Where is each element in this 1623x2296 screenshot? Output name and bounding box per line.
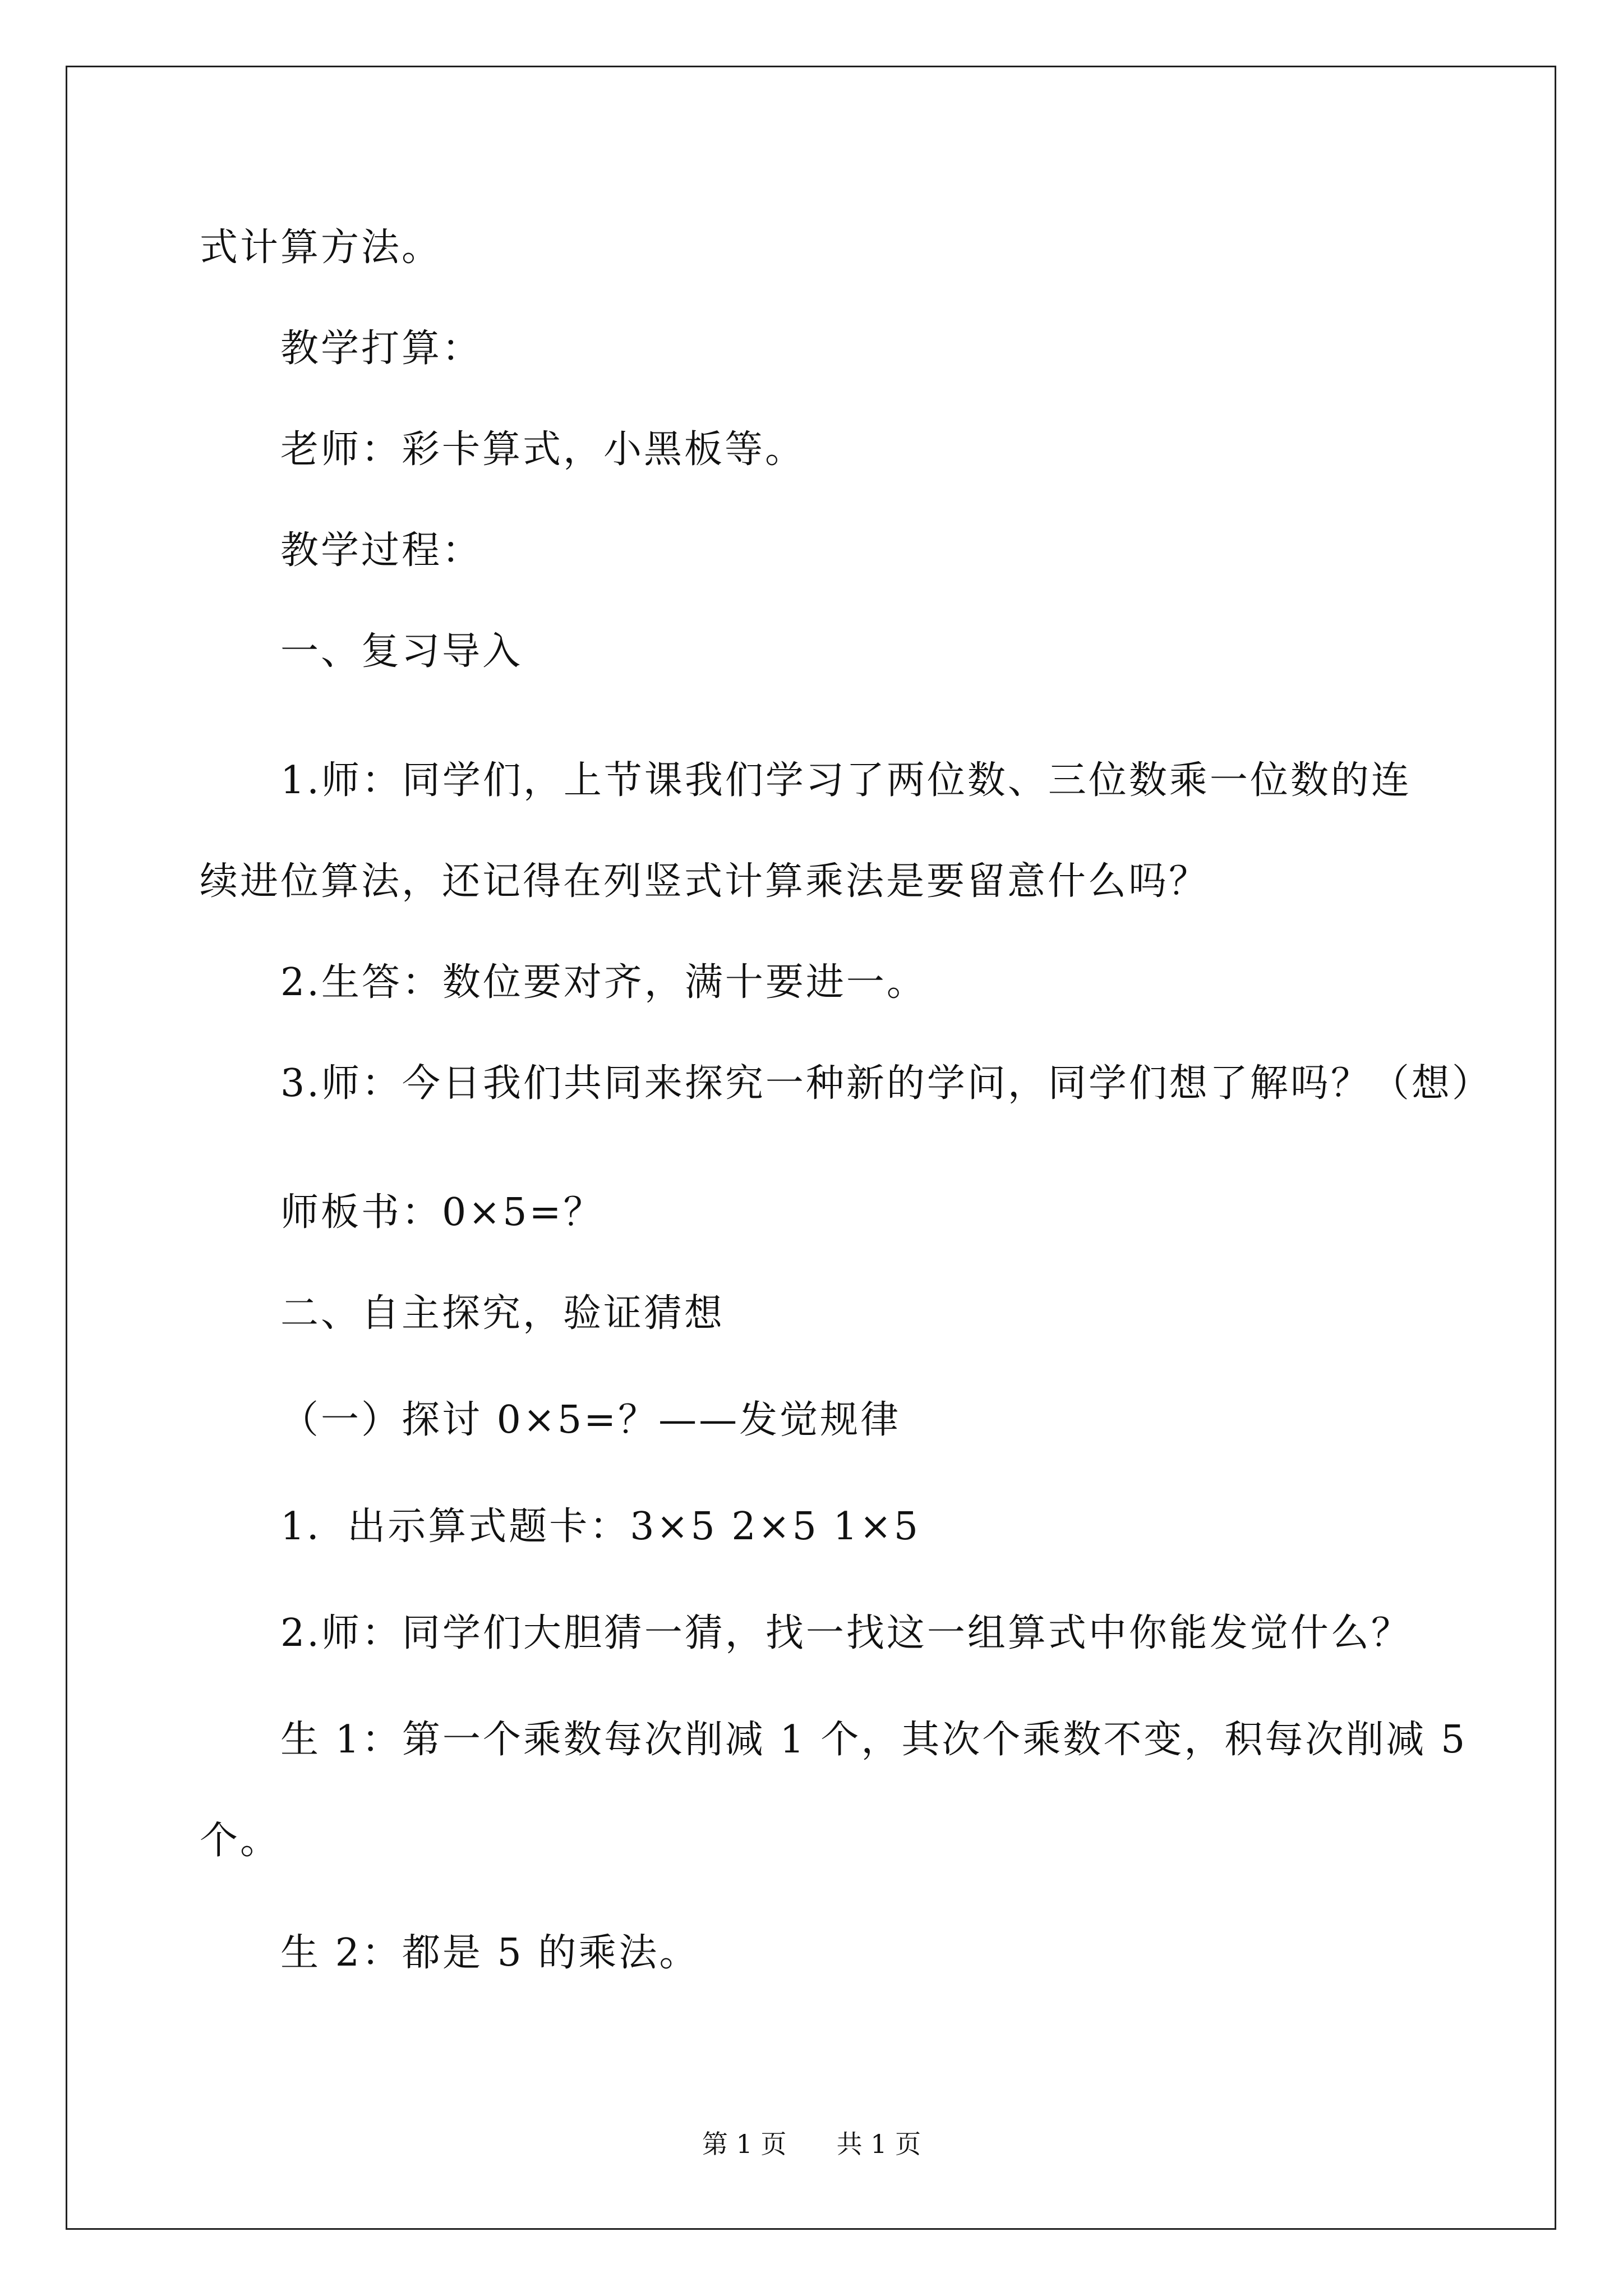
section-heading: 二、自主探究，验证猜想: [280, 1291, 725, 1336]
text-line: 师板书：0×5=？: [280, 1190, 604, 1235]
subsection-heading: （一）探讨 0×5=？——发觉规律: [280, 1398, 901, 1442]
section-heading: 一、复习导入: [280, 629, 523, 674]
text-line: 3.师：今日我们共同来探究一种新的学问，同学们想了解吗？（想）: [280, 1061, 1492, 1106]
text-line: 1．出示算式题卡：3×5 2×5 1×5: [280, 1504, 921, 1549]
text-line: 续进位算法，还记得在列竖式计算乘法是要留意什么吗？: [200, 859, 1210, 904]
text-line: 生 1：第一个乘数每次削减 1 个，其次个乘数不变，积每次削减 5: [280, 1718, 1468, 1762]
page-footer: [0, 2127, 1623, 2161]
text-line: 2.生答：数位要对齐，满十要进一。: [280, 960, 927, 1005]
text-line: 2.师：同学们大胆猜一猜，找一找这一组算式中你能发觉什么？: [280, 1611, 1412, 1655]
text-line: 1.师：同学们，上节课我们学习了两位数、三位数乘一位数的连: [280, 758, 1412, 803]
text-line: 老师：彩卡算式，小黑板等。: [280, 427, 806, 472]
text-line: 教学打算：: [280, 326, 483, 371]
text-line: 式计算方法。: [200, 226, 442, 270]
page-number: 第 1 页: [702, 2129, 787, 2159]
text-line: 教学过程：: [280, 528, 483, 573]
text-line: 个。: [200, 1819, 281, 1863]
text-line: 生 2：都是 5 的乘法。: [280, 1931, 700, 1975]
page-total: 共 1 页: [836, 2129, 921, 2159]
page-border: [66, 66, 1556, 2230]
